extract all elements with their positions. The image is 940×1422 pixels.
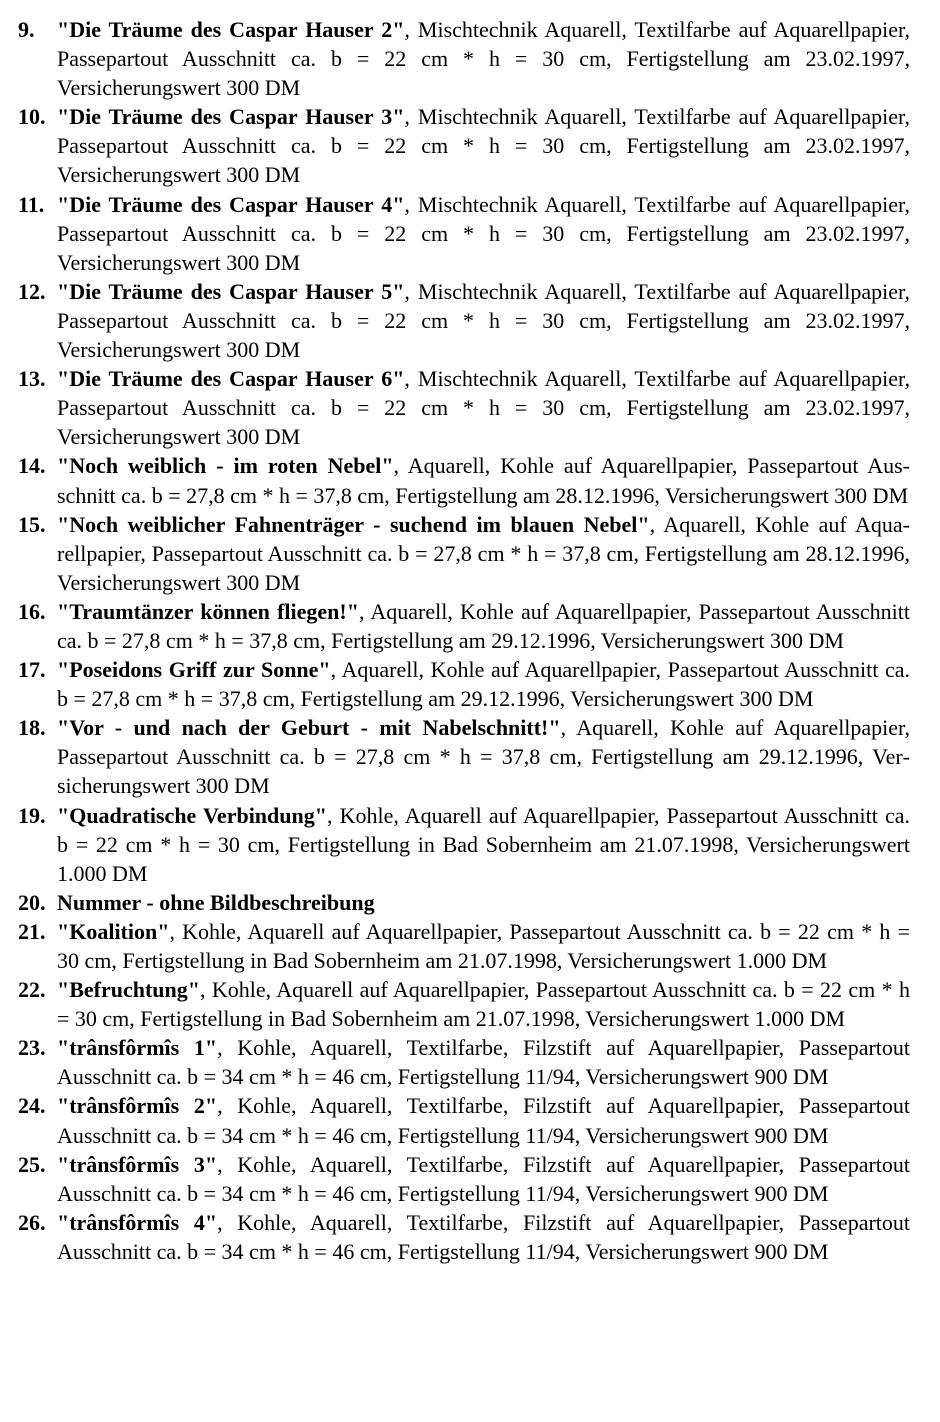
item-number: 22. <box>18 977 46 1003</box>
artwork-description: , Mischtechnik Aquarell, Textilfarbe auf Aquarellpapier, Passepartout Ausschnitt ca. b = 22 cm * h = 30 cm, Fertigstellung am 23.02.1997, Versicherungswert 300 DM <box>57 191 910 275</box>
artwork-description: , Kohle, Aquarell auf Aquarellpapier, Passepartout Ausschnitt ca. b = 22 cm * h = 30 cm, Fertigstellung in Bad Sobernheim am 21.07.1998, Versicherungswert 1.000 DM <box>57 977 910 1032</box>
list-item <box>18 713 910 800</box>
artwork-title: "trânsfôrmîs 4" <box>57 1209 218 1235</box>
artwork-title: "Die Träume des Caspar Hauser 4" <box>57 191 405 217</box>
artwork-description: , Mischtechnik Aquarell, Textilfarbe auf Aquarellpapier, Passepartout Ausschnitt ca. b = 22 cm * h = 30 cm, Fertigstellung am 23.02.1997, Versicherungswert 300 DM <box>57 278 910 363</box>
item-number: 11. <box>18 191 45 217</box>
item-number: 17. <box>18 657 46 683</box>
item-number: 13. <box>18 366 46 392</box>
list-item <box>18 1033 910 1091</box>
artwork-title: "Vor - und nach der Geburt - mit Nabelschnitt!" <box>57 715 561 741</box>
list-item <box>18 917 910 975</box>
list-item <box>18 1091 910 1149</box>
list-item <box>18 510 910 597</box>
artwork-description: , Kohle, Aquarell, Textilfarbe, Filzstift auf Aquarellpapier, Passepartout Ausschnitt ca. b = 34 cm * h = 46 cm, Fertigstellung 11/94, Versicherungswert 900 DM <box>57 1093 911 1148</box>
item-number: 14. <box>18 453 46 479</box>
artwork-title: "Die Träume des Caspar Hauser 5" <box>57 278 405 304</box>
artwork-title: "trânsfôrmîs 1" <box>57 1035 218 1061</box>
artwork-description: , Mischtechnik Aquarell, Textilfarbe auf Aquarellpapier, Passepartout Ausschnitt ca. b = 22 cm * h = 30 cm, Fertigstellung am 23.02.1997, Versicherungswert 300 DM <box>57 17 910 101</box>
artwork-description: , Aquarell, Kohle auf Aquarellpapier, Passepartout Ausschnitt ca. b = 27,8 cm * h = 37,8 cm, Fertigstellung am 28.12.1996, Versicherungswert 300 DM <box>57 511 910 595</box>
artwork-title: "Die Träume des Caspar Hauser 6" <box>57 366 405 392</box>
list-item <box>18 597 910 655</box>
artwork-description: , Kohle, Aquarell, Textilfarbe, Filzstift auf Aquarellpapier, Passepartout Ausschnitt ca. b = 34 cm * h = 46 cm, Fertigstellung 11/94, Versicherungswert 900 DM <box>57 1035 911 1090</box>
artwork-description: , Mischtechnik Aquarell, Textilfarbe auf Aquarellpapier, Passepartout Ausschnitt ca. b = 22 cm * h = 30 cm, Fertigstellung am 23.02.1997, Versicherungswert 300 DM <box>57 366 910 450</box>
item-number: 16. <box>18 598 46 624</box>
list-item <box>18 102 910 189</box>
item-number: 25. <box>18 1151 46 1177</box>
list-item <box>18 1208 910 1266</box>
item-number: 12. <box>18 278 46 304</box>
list-item <box>18 190 910 277</box>
artwork-title: "Traumtänzer können fliegen!" <box>57 598 359 624</box>
artwork-description: , Kohle, Aquarell auf Aquarellpapier, Passepartout Ausschnitt ca. b = 22 cm * h = 30 cm, Fertigstellung in Bad Sobernheim am 21.07.1998, Versicherungswert 1.000 DM <box>57 918 910 973</box>
list-item <box>18 277 910 364</box>
artwork-description: , Aquarell, Kohle auf Aquarellpapier, Passepartout Ausschnitt ca. b = 27,8 cm * h = 37,8 cm, Fertigstellung am 29.12.1996, Versicherungswert 300 DM <box>57 598 910 653</box>
item-number: 23. <box>18 1035 46 1061</box>
artwork-description: , Aquarell, Kohle auf Aquarellpapier, Passepartout Ausschnitt ca. b = 27,8 cm * h = 37,8 cm, Fertigstellung am 28.12.1996, Versicherungswert 300 DM <box>57 453 910 508</box>
artwork-title: Nummer - ohne Bildbeschreibung <box>57 889 375 915</box>
artwork-description: , Kohle, Aquarell, Textilfarbe, Filzstift auf Aquarellpapier, Passepartout Ausschnitt ca. b = 34 cm * h = 46 cm, Fertigstellung 11/94, Versicherungswert 900 DM <box>57 1209 911 1264</box>
artwork-title: "Poseidons Griff zur Sonne" <box>57 657 331 683</box>
list-item <box>18 1150 910 1208</box>
item-number: 21. <box>18 918 46 944</box>
artwork-title: "Noch weiblich - im roten Nebel" <box>57 453 394 479</box>
list-item <box>18 655 910 713</box>
item-number: 18. <box>18 715 46 741</box>
artwork-list <box>18 15 910 1266</box>
list-item <box>18 451 910 509</box>
artwork-description: , Kohle, Aquarell auf Aquarellpapier, Passepartout Ausschnitt ca. b = 22 cm * h = 30 cm, Fertigstellung in Bad Sobernheim am 21.07.1998, Versicherungswert 1.000 DM <box>57 802 910 886</box>
item-number: 19. <box>18 802 46 828</box>
item-number: 20. <box>18 889 46 915</box>
artwork-title: "Quadratische Verbindung" <box>57 802 327 828</box>
artwork-title: "Die Träume des Caspar Hauser 2" <box>57 17 405 42</box>
list-item <box>18 15 910 102</box>
item-number: 10. <box>18 104 46 130</box>
artwork-description: , Kohle, Aquarell, Textilfarbe, Filzstift auf Aquarellpapier, Passepartout Ausschnitt ca. b = 34 cm * h = 46 cm, Fertigstellung 11/94, Versicherungswert 900 DM <box>57 1151 911 1206</box>
artwork-title: "trânsfôrmîs 3" <box>57 1151 218 1177</box>
artwork-title: "Die Träume des Caspar Hauser 3" <box>57 104 405 130</box>
item-number: 24. <box>18 1093 46 1119</box>
item-number: 9. <box>18 17 35 42</box>
list-item <box>18 975 910 1033</box>
artwork-description: , Mischtechnik Aquarell, Textilfarbe auf Aquarellpapier, Passepartout Ausschnitt ca. b = 22 cm * h = 30 cm, Fertigstellung am 23.02.1997, Versicherungswert 300 DM <box>57 104 910 188</box>
artwork-title: "Noch weiblicher Fahnenträger - suchend im blauen Nebel" <box>57 511 650 537</box>
artwork-description: , Aquarell, Kohle auf Aquarellpapier, Passepartout Ausschnitt ca. b = 27,8 cm * h = 37,8 cm, Fertigstellung am 29.12.1996, Versicherungswert 300 DM <box>57 657 910 712</box>
item-number: 26. <box>18 1209 46 1235</box>
artwork-title: "Koalition" <box>57 918 170 944</box>
artwork-title: "Befruchtung" <box>57 977 200 1003</box>
list-item <box>18 364 910 451</box>
item-number: 15. <box>18 511 46 537</box>
list-item <box>18 801 910 888</box>
artwork-title: "trânsfôrmîs 2" <box>57 1093 218 1119</box>
list-item <box>18 888 910 917</box>
artwork-description: , Aquarell, Kohle auf Aquarellpapier, Passepartout Ausschnitt ca. b = 27,8 cm * h = 37,8 cm, Fertigstellung am 29.12.1996, Versicherungswert 300 DM <box>57 715 911 799</box>
